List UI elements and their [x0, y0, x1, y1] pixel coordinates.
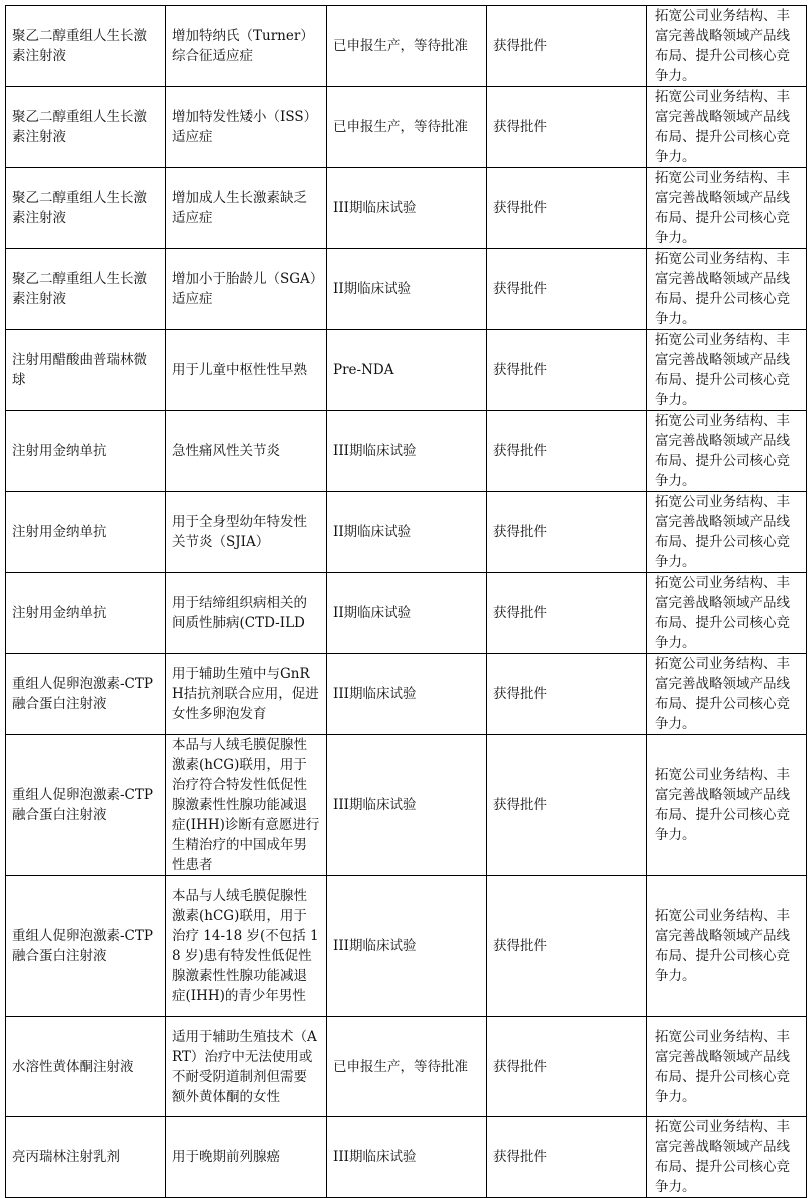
- product-name-cell: 亮丙瑞林注射乳剂: [6, 1117, 166, 1198]
- plan-cell: 获得批件: [487, 1017, 647, 1117]
- table-row: [6, 876, 807, 1017]
- table-row: [6, 87, 807, 168]
- impact-cell: 拓宽公司业务结构、丰富完善战略领域产品线布局、提升公司核心竞争力。: [647, 735, 807, 876]
- plan-cell: 获得批件: [487, 168, 647, 249]
- product-name-cell: 聚乙二醇重组人生长激素注射液: [6, 249, 166, 330]
- stage-cell: III期临床试验: [327, 876, 487, 1017]
- product-name-cell: 注射用金纳单抗: [6, 492, 166, 573]
- impact-cell: 拓宽公司业务结构、丰富完善战略领域产品线布局、提升公司核心竞争力。: [647, 1017, 807, 1117]
- product-name-cell: 重组人促卵泡激素-CTP融合蛋白注射液: [6, 876, 166, 1017]
- impact-cell: 拓宽公司业务结构、丰富完善战略领域产品线布局、提升公司核心竞争力。: [647, 330, 807, 411]
- impact-cell: 拓宽公司业务结构、丰富完善战略领域产品线布局、提升公司核心竞争力。: [647, 87, 807, 168]
- stage-cell: Pre-NDA: [327, 330, 487, 411]
- product-name-cell: 注射用醋酸曲普瑞林微球: [6, 330, 166, 411]
- plan-cell: 获得批件: [487, 411, 647, 492]
- indication-cell: 用于儿童中枢性性早熟: [166, 330, 327, 411]
- stage-cell: 已申报生产，等待批准: [327, 6, 487, 87]
- plan-cell: 获得批件: [487, 735, 647, 876]
- table-row: [6, 1017, 807, 1117]
- product-name-cell: 注射用金纳单抗: [6, 573, 166, 654]
- product-name-cell: 注射用金纳单抗: [6, 411, 166, 492]
- pipeline-table: [5, 5, 807, 1198]
- product-name-cell: 聚乙二醇重组人生长激素注射液: [6, 6, 166, 87]
- stage-cell: II期临床试验: [327, 249, 487, 330]
- indication-cell: 增加成人生长激素缺乏适应症: [166, 168, 327, 249]
- plan-cell: 获得批件: [487, 87, 647, 168]
- table-row: [6, 330, 807, 411]
- table-row: [6, 573, 807, 654]
- stage-cell: III期临床试验: [327, 411, 487, 492]
- plan-cell: 获得批件: [487, 249, 647, 330]
- impact-cell: 拓宽公司业务结构、丰富完善战略领域产品线布局、提升公司核心竞争力。: [647, 573, 807, 654]
- plan-cell: 获得批件: [487, 876, 647, 1017]
- plan-cell: 获得批件: [487, 1117, 647, 1198]
- plan-cell: 获得批件: [487, 654, 647, 735]
- stage-cell: 已申报生产，等待批准: [327, 1017, 487, 1117]
- plan-cell: 获得批件: [487, 492, 647, 573]
- product-name-cell: 水溶性黄体酮注射液: [6, 1017, 166, 1117]
- product-name-cell: 聚乙二醇重组人生长激素注射液: [6, 168, 166, 249]
- impact-cell: 拓宽公司业务结构、丰富完善战略领域产品线布局、提升公司核心竞争力。: [647, 876, 807, 1017]
- indication-cell: 用于晚期前列腺癌: [166, 1117, 327, 1198]
- indication-cell: 急性痛风性关节炎: [166, 411, 327, 492]
- product-name-cell: 重组人促卵泡激素-CTP融合蛋白注射液: [6, 654, 166, 735]
- impact-cell: 拓宽公司业务结构、丰富完善战略领域产品线布局、提升公司核心竞争力。: [647, 249, 807, 330]
- table-row: [6, 654, 807, 735]
- stage-cell: 已申报生产，等待批准: [327, 87, 487, 168]
- table-row: [6, 168, 807, 249]
- stage-cell: III期临床试验: [327, 168, 487, 249]
- plan-cell: 获得批件: [487, 6, 647, 87]
- indication-cell: 用于辅助生殖中与GnRH拮抗剂联合应用，促进女性多卵泡发育: [166, 654, 327, 735]
- product-name-cell: 重组人促卵泡激素-CTP融合蛋白注射液: [6, 735, 166, 876]
- table-row: [6, 6, 807, 87]
- indication-cell: 本品与人绒毛膜促腺性激素(hCG)联用，用于治疗符合特发性低促性腺激素性性腺功能减退症(IHH)诊断有意愿进行生精治疗的中国成年男性患者: [166, 735, 327, 876]
- impact-cell: 拓宽公司业务结构、丰富完善战略领域产品线布局、提升公司核心竞争力。: [647, 492, 807, 573]
- impact-cell: 拓宽公司业务结构、丰富完善战略领域产品线布局、提升公司核心竞争力。: [647, 654, 807, 735]
- impact-cell: 拓宽公司业务结构、丰富完善战略领域产品线布局、提升公司核心竞争力。: [647, 411, 807, 492]
- indication-cell: 本品与人绒毛膜促腺性激素(hCG)联用，用于治疗 14-18 岁(不包括 18 岁)患有特发性低促性腺激素性性腺功能减退症(IHH)的青少年男性: [166, 876, 327, 1017]
- table-row: [6, 1117, 807, 1198]
- indication-cell: 增加特纳氏（Turner）综合征适应症: [166, 6, 327, 87]
- plan-cell: 获得批件: [487, 330, 647, 411]
- plan-cell: 获得批件: [487, 573, 647, 654]
- impact-cell: 拓宽公司业务结构、丰富完善战略领域产品线布局、提升公司核心竞争力。: [647, 168, 807, 249]
- table-row: [6, 411, 807, 492]
- table-row: [6, 249, 807, 330]
- indication-cell: 增加小于胎龄儿（SGA）适应症: [166, 249, 327, 330]
- stage-cell: III期临床试验: [327, 735, 487, 876]
- product-name-cell: 聚乙二醇重组人生长激素注射液: [6, 87, 166, 168]
- stage-cell: III期临床试验: [327, 654, 487, 735]
- table-row: [6, 492, 807, 573]
- table-row: [6, 735, 807, 876]
- stage-cell: III期临床试验: [327, 1117, 487, 1198]
- stage-cell: II期临床试验: [327, 573, 487, 654]
- indication-cell: 适用于辅助生殖技术（ART）治疗中无法使用或不耐受阴道制剂但需要额外黄体酮的女性: [166, 1017, 327, 1117]
- indication-cell: 增加特发性矮小（ISS）适应症: [166, 87, 327, 168]
- stage-cell: II期临床试验: [327, 492, 487, 573]
- impact-cell: 拓宽公司业务结构、丰富完善战略领域产品线布局、提升公司核心竞争力。: [647, 6, 807, 87]
- indication-cell: 用于结缔组织病相关的间质性肺病(CTD-ILD: [166, 573, 327, 654]
- indication-cell: 用于全身型幼年特发性关节炎（SJIA）: [166, 492, 327, 573]
- impact-cell: 拓宽公司业务结构、丰富完善战略领域产品线布局、提升公司核心竞争力。: [647, 1117, 807, 1198]
